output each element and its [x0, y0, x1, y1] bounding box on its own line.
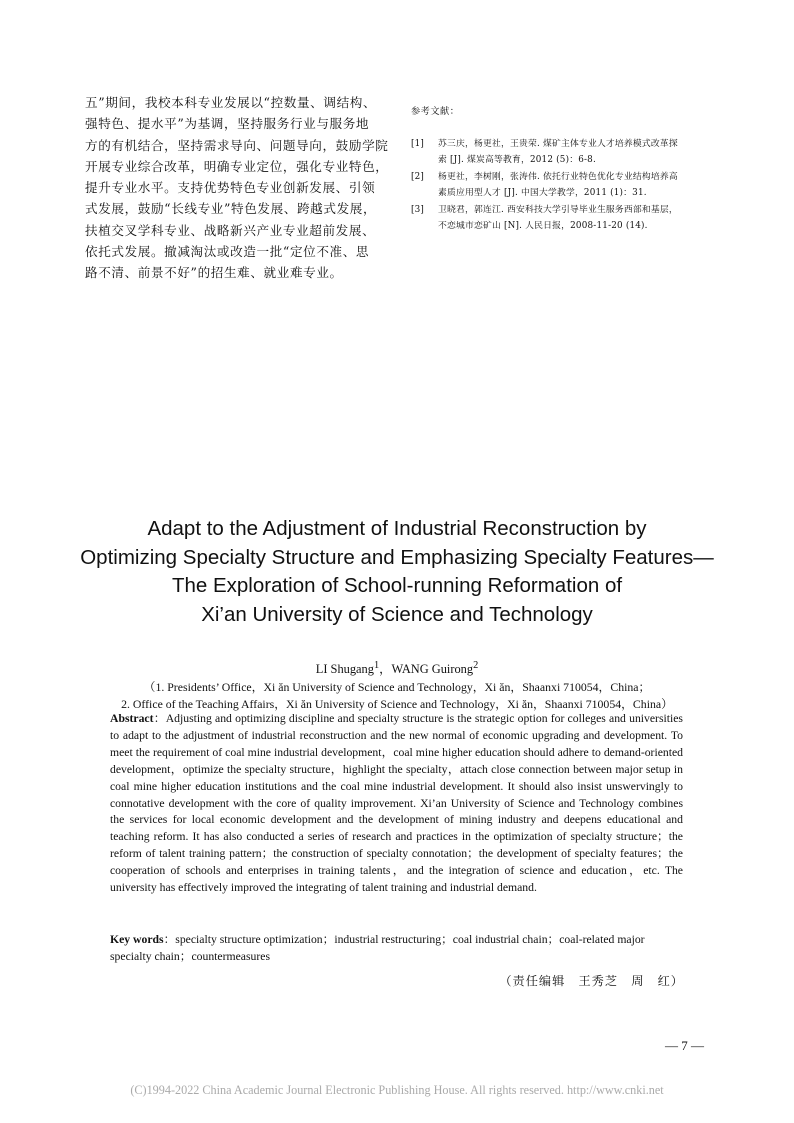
reference-text: 素质应用型人才 [J]. 中国大学教学，2011 (1)：31.	[438, 187, 647, 198]
author-separator: ，	[379, 662, 392, 676]
body-line: 开展专业综合改革，明确专业定位，强化专业特色，	[85, 158, 389, 174]
abstract-separator: ：	[153, 712, 166, 725]
reference-text: 索 [J]. 煤炭高等教育，2012 (5)：6-8.	[438, 154, 596, 165]
author-superscript: 2	[473, 659, 479, 671]
title-line: Adapt to the Adjustment of Industrial Reconstruction by	[147, 517, 647, 540]
keywords-separator: ：	[163, 933, 176, 946]
references-section	[411, 103, 711, 236]
keywords	[110, 932, 683, 966]
reference-text: 苏三庆，杨更社，王贵荣. 煤矿主体专业人才培养模式改革探	[438, 139, 678, 149]
body-line: 五”期间，我校本科专业发展以“控数量、调结构、	[85, 95, 377, 110]
title-line: Optimizing Specialty Structure and Emphasizing Specialty Features—	[80, 545, 714, 569]
reference-number: [3]	[411, 205, 425, 215]
abstract	[110, 711, 683, 897]
author-name: LI Shugang	[315, 662, 374, 676]
reference-number: [2]	[411, 172, 425, 182]
body-line: 扶植交叉学科专业、战略新兴产业专业超前发展、	[85, 222, 376, 238]
page-number: — 7 —	[665, 1038, 704, 1053]
body-line: 路不清、前景不好”的招生难、就业难专业。	[85, 265, 343, 281]
english-title	[60, 515, 734, 629]
reference-item	[411, 137, 711, 168]
reference-item	[411, 170, 711, 201]
body-line: 方的有机结合，坚持需求导向、问题导向，鼓励学院	[85, 137, 389, 153]
references-title: 参考文献：	[411, 106, 460, 117]
title-line: Xi’an University of Science and Technology	[201, 602, 593, 626]
reference-text: 杨更社，李树刚，张涛伟. 依托行业特色优化专业结构培养高	[438, 172, 678, 182]
title-line: The Exploration of School-running Reformation of	[171, 574, 623, 597]
authors	[0, 659, 794, 677]
reference-text: 不恋城市恋矿山 [N]. 人民日报，2008-11-20 (14).	[438, 220, 648, 231]
copyright-footer: (C)1994-2022 China Academic Journal Electronic Publishing House. All rights reserved. http://www.cnki.net	[130, 1083, 664, 1097]
abstract-label: Abstract	[110, 712, 154, 725]
body-line: 式发展，鼓励“长线专业”特色发展、跨越式发展，	[85, 201, 377, 217]
author-superscript: 1	[373, 659, 380, 671]
keywords-label: Key words	[110, 933, 164, 946]
chinese-body-paragraph	[85, 92, 389, 284]
body-line: 依托式发展。撤减淘汰或改造一批“定位不准、思	[85, 244, 370, 260]
reference-number: [1]	[411, 139, 425, 149]
affiliation-line: 2. Office of the Teaching Affairs，Xi ăn University of Science and Technology，Xi ăn，Shaanxi 710054，China）	[121, 697, 673, 711]
reference-item	[411, 203, 711, 234]
affiliation-line: （1. Presidents’ Office，Xi ăn University of Science and Technology，Xi ăn，Shaanxi 710054，China；	[143, 680, 651, 694]
editor-note: （责任编辑 王秀芝 周 红）	[499, 974, 684, 988]
body-line: 强特色、提水平”为基调，坚持服务行业与服务地	[85, 116, 370, 132]
keywords-text: specialty structure optimization；industrial restructuring；coal industrial chain；coal-related major specialty chain；countermeasures	[110, 933, 645, 963]
author-name: WANG Guirong	[391, 662, 474, 676]
body-line: 提升专业水平。支持优势特色专业创新发展、引领	[85, 180, 376, 196]
abstract-text: Adjusting and optimizing discipline and specialty structure is the strategic option for colleges and universities to adapt to the adjustment of industrial reconstruction and the new normal of economic upgrading and development. To meet the requirement of coal mine industrial development，coal mine higher education should adhere to demand-oriented development，optimize the specialty structure，highlight the specialty，attach close connection between major setup in coal mine higher education institutions and the coal mine industrial development. It should also insist unswervingly to connotative development with the core of quality improvement. Xi’an University of Science and Technology combines the services for local economic development and the development of mining industry and deepens educational and teaching reform. It has also conducted a series of research and practices in the optimization of specialty structure；the reform of talent training pattern；the construction of specialty connotation；the development of specialty features；the cooperation of schools and enterprises in training talents，and the integration of science and education，etc. The university has effectively improved the integrating of talent training and industrial demand.	[110, 712, 683, 895]
reference-text: 卫晓君，郭连江. 西安科技大学引导毕业生服务西部和基层，	[438, 205, 678, 215]
